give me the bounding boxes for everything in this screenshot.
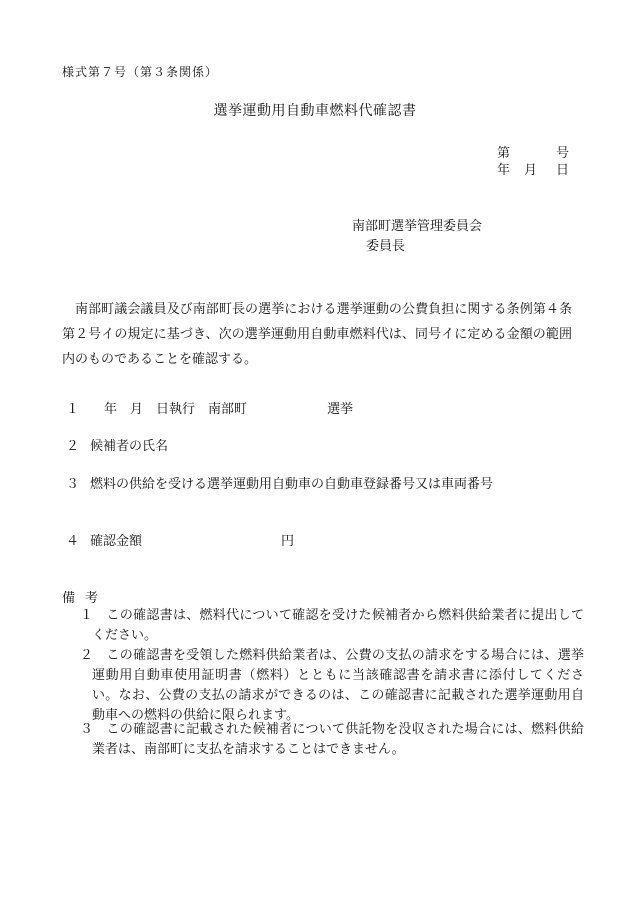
confirmation-statement: 南部町議会議員及び南部町長の選挙における選挙運動の公費負担に関する条例第４条第２号イの規定に基づき、次の選挙運動用自動車燃料代は、同号イに定める金額の範囲内のものであることを確認する。: [62, 302, 572, 367]
item1-town: 南部町: [208, 402, 248, 417]
number-suffix: 号: [556, 146, 570, 161]
number-label: 第: [497, 146, 511, 161]
item1-year: 年: [104, 402, 118, 417]
item-election-date: [66, 403, 353, 416]
item3-text: 燃料の供給を受ける選挙運動用自動車の自動車登録番号又は車両番号: [90, 477, 494, 492]
item-confirmed-amount: [66, 535, 294, 548]
notes-heading: 備考: [62, 591, 109, 606]
issuer-chair: 委員長: [366, 239, 406, 254]
issuer-committee: 南部町選挙管理委員会: [352, 219, 483, 234]
item-number: ３: [66, 477, 80, 492]
document-title: 選挙運動用自動車燃料代確認書: [213, 103, 417, 119]
item-number: ２: [66, 439, 80, 454]
item4-label: 確認金額: [90, 534, 143, 549]
item-number: １: [66, 402, 80, 417]
form-number: 様式第７号（第３条関係）: [62, 65, 219, 79]
item-vehicle-number: [66, 478, 493, 491]
item1-month: 月: [130, 402, 144, 417]
date-day: 日: [556, 163, 570, 178]
note-item-2: ２ この確認書を受領した燃料供給業者は、公費の支払の請求をする場合には、選挙運動用自動車使用証明書（燃料）とともに当該確認書を請求書に添付してください。なお、公費の支払の請求ができるのは、この確認書に記載された選挙運動用自動車への燃料の供給に限られます。: [80, 648, 584, 723]
item-candidate-name: [66, 440, 168, 453]
item1-day-exec: 日執行: [156, 402, 196, 417]
note-item-3: ３ この確認書に記載された候補者について供託物を没収された場合には、燃料供給業者は、南部町に支払を請求することはできません。: [80, 722, 584, 757]
date-year: 年: [497, 163, 511, 178]
item4-unit: 円: [281, 534, 295, 549]
item1-election: 選挙: [327, 402, 354, 417]
item2-text: 候補者の氏名: [90, 439, 169, 454]
item-number: ４: [66, 534, 80, 549]
note-item-1: １ この確認書は、燃料代について確認を受けた候補者から燃料供給業者に提出してください。: [80, 608, 584, 643]
date-month: 月: [524, 163, 538, 178]
